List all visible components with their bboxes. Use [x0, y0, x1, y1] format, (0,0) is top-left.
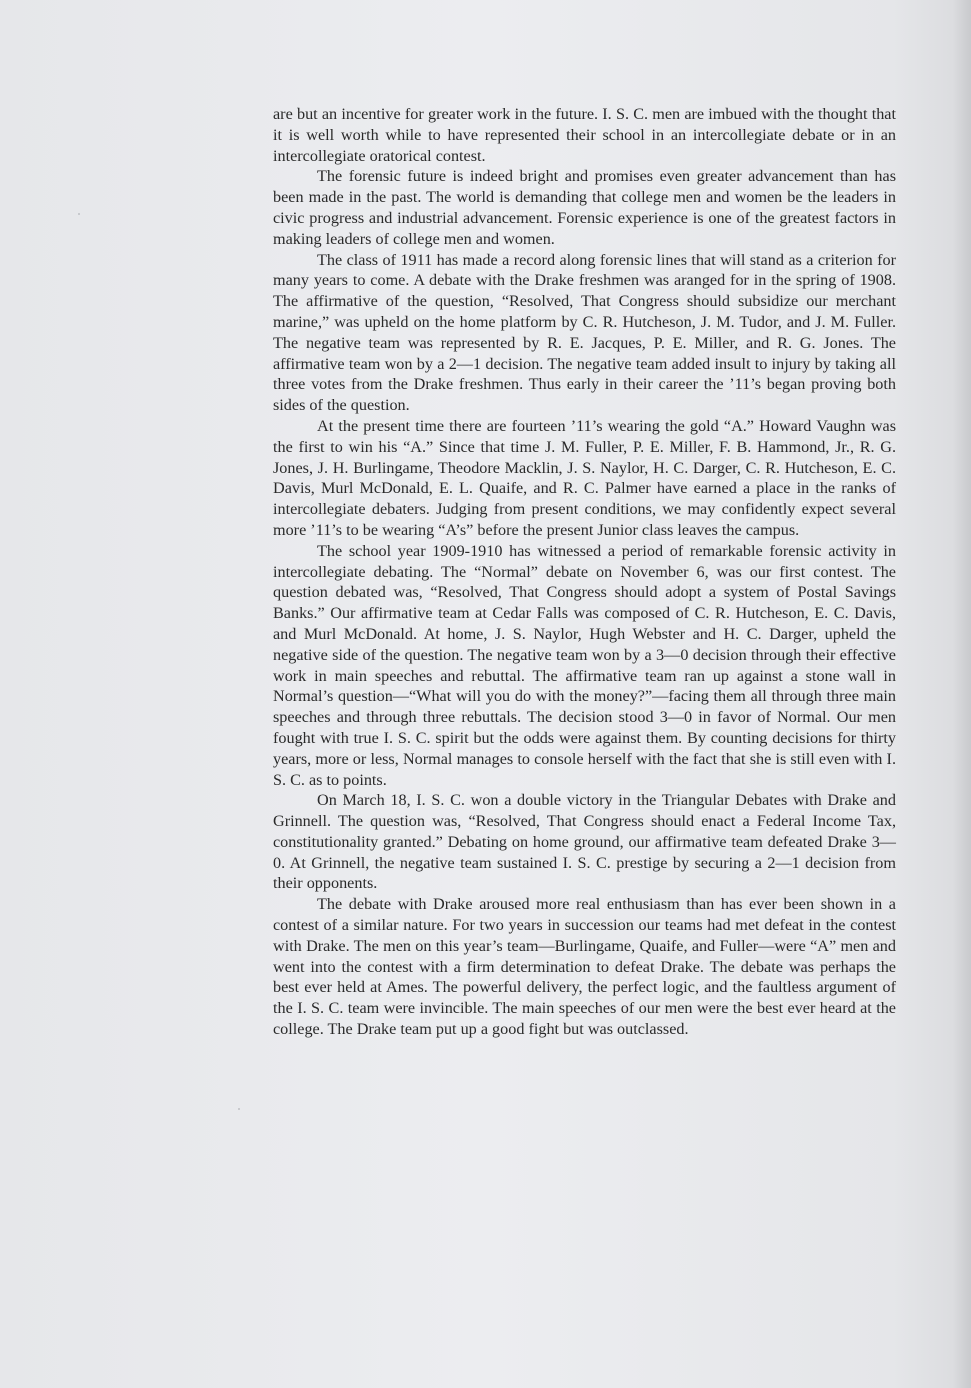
paragraph-triangular-debates: On March 18, I. S. C. won a double victory in the Triangular Debates with Drake and Grinnell. The question was, “Resolved, That Congress should enact a Federal Income Tax, constitutionality granted.” Debating on home ground, our affirmative team defeated Drake 3—0. At Grinnell, the negative team sustained I. S. C. prestige by securing a 2—1 decision from their opponents.	[273, 791, 896, 893]
body-text	[273, 104, 896, 1040]
paper-speck	[238, 1108, 240, 1110]
paragraph-continued: are but an incentive for greater work in the future. I. S. C. men are imbued with the thought that it is well worth while to have represented their school in an intercollegiate debate or in an intercollegiate oratorical contest.	[273, 105, 896, 165]
paragraph-normal-debate: The school year 1909-1910 has witnessed a period of remarkable forensic activity in intercollegiate debating. The “Normal” debate on November 6, was our first contest. The question debated was, “Resolved, That Congress should adopt a system of Postal Savings Banks.” Our affirmative team at Cedar Falls was composed of C. R. Hutcheson, E. C. Davis, and Murl McDonald. At home, J. S. Naylor, Hugh Webster and H. C. Darger, upheld the negative side of the question. The negative team won by a 3—0 decision through their effective work in main speeches and rebuttal. The affirmative team ran up against a stone wall in Normal’s question—“What will you do with the money?”—facing them all through three main speeches and through three rebuttals. The decision stood 3—0 in favor of Normal. Our men fought with true I. S. C. spirit but the odds were against them. By counting decisions for thirty years, more or less, Normal manages to console herself with the fact that she is still even with I. S. C. as to points.	[273, 541, 896, 789]
paragraph-drake-debate: The debate with Drake aroused more real enthusiasm than has ever been shown in a contest of a similar nature. For two years in succession our teams had met defeat in the contest with Drake. The men on this year’s team—Burlingame, Quaife, and Fuller—were “A” men and went into the contest with a firm determination to defeat Drake. The debate was perhaps the best ever held at Ames. The powerful delivery, the perfect logic, and the faultless argument of the I. S. C. team were invincible. The main speeches of our men were the best ever heard at the college. The Drake team put up a good fight but was outclassed.	[273, 895, 896, 1039]
paragraph-gold-a-wearers: At the present time there are fourteen ’11’s wearing the gold “A.” Howard Vaughn was the first to win his “A.” Since that time J. M. Fuller, P. E. Miller, F. B. Hammond, Jr., R. G. Jones, J. H. Burlingame, Theodore Macklin, J. S. Naylor, H. C. Darger, C. R. Hutcheson, E. C. Davis, Murl McDonald, E. L. Quaife, and R. C. Palmer have earned a place in the ranks of intercollegiate debaters. Judging from present conditions, we may confidently expect several more ’11’s to be wearing “A’s” before the present Junior class leaves the campus.	[273, 416, 896, 539]
paper-speck	[78, 213, 80, 215]
page-spine-shadow	[953, 0, 971, 1388]
paragraph-forensic-future: The forensic future is indeed bright and promises even greater advancement than has been made in the past. The world is demanding that college men and women be the leaders in civic progress and industrial advancement. Forensic experience is one of the greatest factors in making leaders of college men and women.	[273, 167, 896, 248]
paragraph-class-of-1911: The class of 1911 has made a record along forensic lines that will stand as a criterion for many years to come. A debate with the Drake freshmen was aranged for in the spring of 1908. The affirmative of the question, “Resolved, That Congress should subsidize our merchant marine,” was upheld on the home platform by C. R. Hutcheson, J. M. Tudor, and J. M. Fuller. The negative team was represented by R. E. Jacques, P. E. Miller, and R. G. Jones. The affirmative team won by a 2—1 decision. The negative team added insult to injury by taking all three votes from the Drake freshmen. Thus early in their career the ’11’s began proving both sides of the question.	[273, 250, 896, 415]
